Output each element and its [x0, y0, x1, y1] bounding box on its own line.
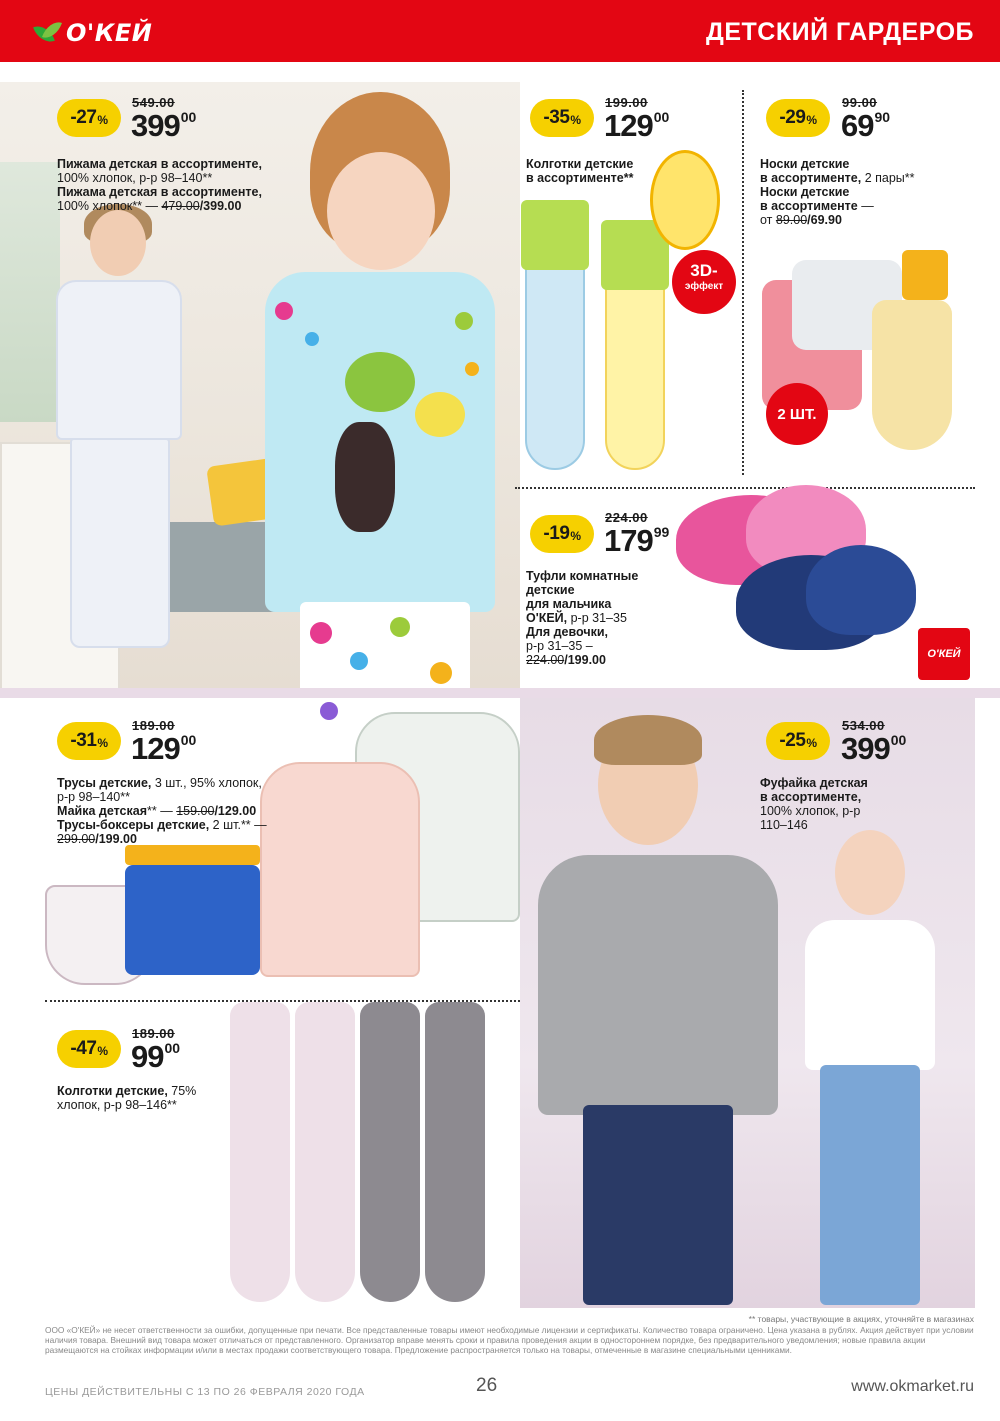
tank-tops-product-image [260, 712, 525, 982]
tights2-discount-badge: -47 % [57, 1030, 121, 1068]
sweatshirt-discount-badge: -25 % [766, 722, 830, 760]
tights-legs-product-image [200, 1002, 490, 1312]
footnote: ** товары, участвующие в акциях, уточняйте в магазинах [748, 1314, 974, 1324]
underwear-description: Трусы детские, 3 шт., 95% хлопок, р-р 98–140** Майка детская** — 159.00/129.00 Трусы-боксеры детские, 2 шт.** — 299.00/199.00 [57, 776, 267, 846]
slippers-description: Туфли комнатные детские для мальчика О'КЕЙ, р-р 31–35 Для девочки, р-р 31–35 – 224.00/199.00 [526, 569, 639, 667]
boy-in-pajama-image [40, 210, 190, 680]
2pcs-badge: 2 ШТ. [766, 383, 828, 445]
sweatshirt-old-price: 534.00 [842, 718, 885, 733]
socks-description: Носки детские в ассортименте, 2 пары** Носки детские в ассортименте — от 89.00/69.90 [760, 157, 915, 227]
okey-logo[interactable] [36, 16, 152, 50]
slippers-old-price: 224.00 [605, 510, 648, 525]
tights-price: $129^{00}$ [604, 108, 670, 143]
tights-old-price: 199.00 [605, 95, 648, 110]
tights2-old-price: 189.00 [132, 1026, 175, 1041]
underwear-old-price: 189.00 [132, 718, 175, 733]
page-header [0, 0, 1000, 62]
pajama-price: $399^{00}$ [131, 108, 197, 143]
socks-old-price: 99.00 [842, 95, 878, 110]
underwear-discount-badge: -31 % [57, 722, 121, 760]
slippers-price: $179^{99}$ [604, 523, 670, 558]
underwear-price: $129^{00}$ [131, 731, 197, 766]
slippers-discount-badge: -19 % [530, 515, 594, 553]
underwear-product-image [45, 845, 270, 995]
page-title: ДЕТСКИЙ ГАРДЕРОБ [706, 18, 974, 46]
slippers-product-image [676, 485, 916, 660]
boy-in-tshirt-image [528, 705, 788, 1305]
leaf-icon [36, 20, 62, 46]
girl-in-tshirt-image [790, 830, 950, 1305]
page-number: 26 [476, 1375, 498, 1396]
pajama-description: Пижама детская в ассортименте, 100% хлопок, р-р 98–140** Пижама детская в ассортименте, 100% хлопок** — 479.00/399.00 [57, 157, 262, 213]
website-link[interactable]: www.okmarket.ru [851, 1378, 974, 1395]
3d-effect-badge: 3D- эффект [672, 250, 736, 314]
duck-face-icon [650, 150, 720, 250]
sweatshirt-description: Фуфайка детская в ассортименте, 100% хлопок, р-р 110–146 [760, 776, 868, 832]
tights2-price: $99^{00}$ [131, 1039, 181, 1074]
brand-name: О'КЕЙ [66, 19, 153, 47]
socks-product-image [752, 240, 982, 480]
socks-discount-badge: -29 % [766, 99, 830, 137]
column-divider [742, 90, 744, 475]
tights-discount-badge: -35 % [530, 99, 594, 137]
pajama-old-price: 549.00 [132, 95, 175, 110]
sweatshirt-price: $399^{00}$ [841, 731, 907, 766]
section-band [0, 688, 1000, 698]
validity-dates: ЦЕНЫ ДЕЙСТВИТЕЛЬНЫ С 13 ПО 26 ФЕВРАЛЯ 2020 ГОДА [45, 1386, 365, 1398]
pajama-discount-badge: -27 % [57, 99, 121, 137]
legal-disclaimer: ООО «О'КЕЙ» не несет ответственности за ошибки, допущенные при печати. Все представленные товары имеют необходимые лицензии и сертификаты. Количество товара ограничено. Цена указана в рублях. Акция действует при условии наличия товара. Внешний вид товара может отличаться от представленного. Организатор вправе менять сроки и правила проведения акции в одностороннем порядке, без предварительного уведомления; новые правила акции размещаются на стойках информации и/или в местах продажи соответствующего товара. Предложение распространяется только на товары, отмеченные в магазине специальными ценниками. [45, 1325, 974, 1355]
girl-in-pajama-image [235, 82, 520, 690]
socks-price: $69^{90}$ [841, 108, 891, 143]
tights2-description: Колготки детские, 75% хлопок, р-р 98–146** [57, 1084, 197, 1112]
okey-logo-badge: О'КЕЙ [918, 628, 970, 680]
tights-description: Колготки детские в ассортименте** [526, 157, 634, 185]
